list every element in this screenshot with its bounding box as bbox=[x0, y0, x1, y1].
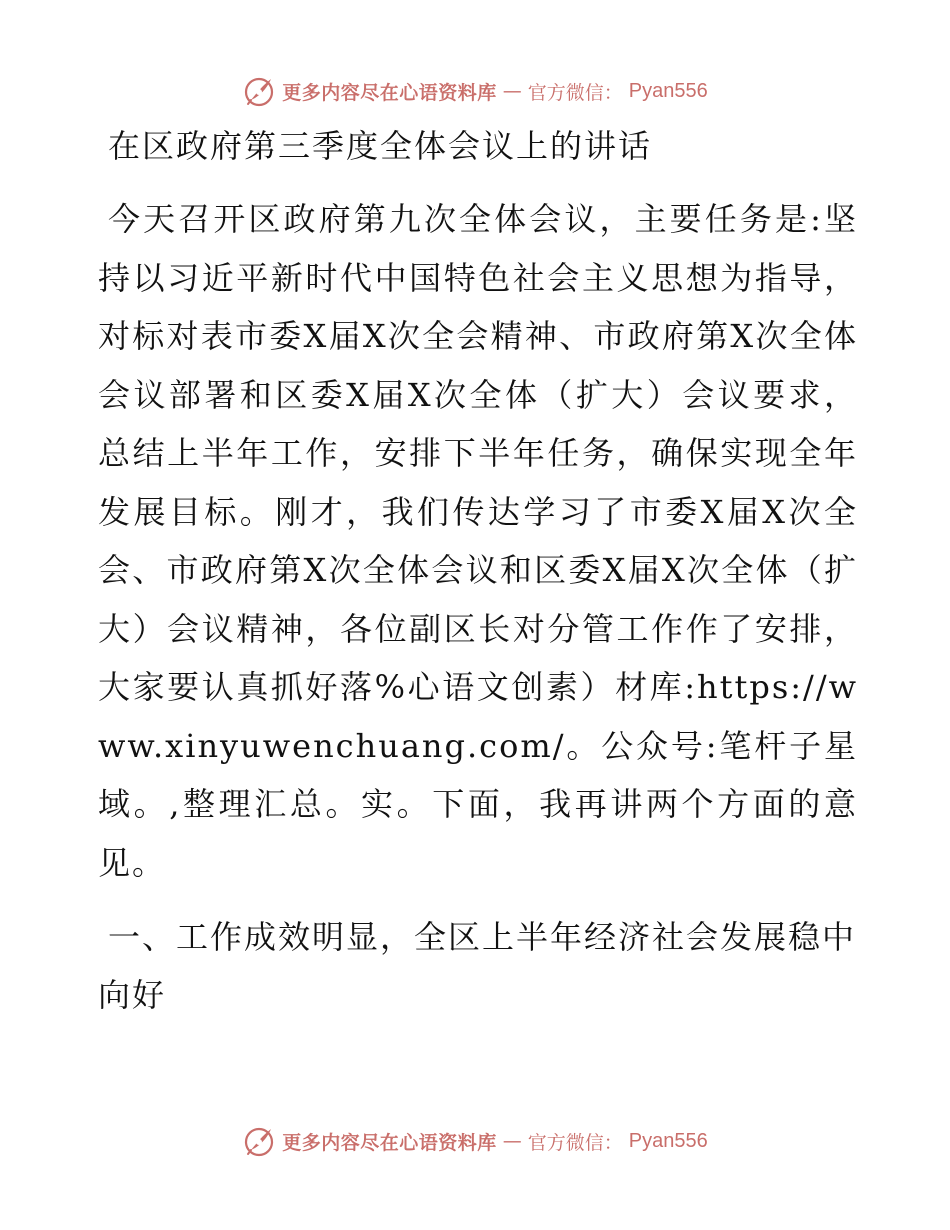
watermark-wechat-id: Pyan556 bbox=[628, 79, 708, 102]
document-title: 在区政府第三季度全体会议上的讲话 bbox=[108, 127, 653, 165]
header-watermark bbox=[0, 71, 950, 111]
watermark-wechat-label: 官方微信： bbox=[527, 81, 623, 104]
watermark-wechat-label: 官方微信： bbox=[527, 1131, 623, 1154]
footer-watermark bbox=[0, 1121, 950, 1161]
watermark-text: 更多内容尽在心语资料库 bbox=[282, 1131, 497, 1154]
watermark-separator: — bbox=[502, 80, 522, 102]
watermark-separator: — bbox=[502, 1130, 522, 1152]
quill-pen-logo-icon bbox=[242, 74, 276, 108]
section-heading: 一、工作成效明显，全区上半年经济社会发展稳中向好 bbox=[98, 918, 857, 1014]
body-paragraph: 今天召开区政府第九次全体会议，主要任务是:坚持以习近平新时代中国特色社会主义思想为指导，对标对表市委X届X次全会精神、市政府第X次全体会议部署和区委X届X次全体（扩大）会议要求，总结上半年工作，安排下半年任务，确保实现全年发展目标。刚才，我们传达学习了市委X届X次全会、市政府第X次全体会议和区委X届X次全体（扩大）会议精神，各位副区长对分管工作作了安排，大家要认真抓好落%心语文创素）材库:https://www.xinyuwenchuang.com/。公众号:笔杆子星域。,整理汇总。实。下面，我再讲两个方面的意见。 bbox=[98, 200, 858, 882]
quill-pen-logo-icon bbox=[242, 1124, 276, 1158]
watermark-wechat-id: Pyan556 bbox=[628, 1129, 708, 1152]
watermark-text: 更多内容尽在心语资料库 bbox=[282, 81, 497, 104]
document-body bbox=[98, 120, 858, 1024]
